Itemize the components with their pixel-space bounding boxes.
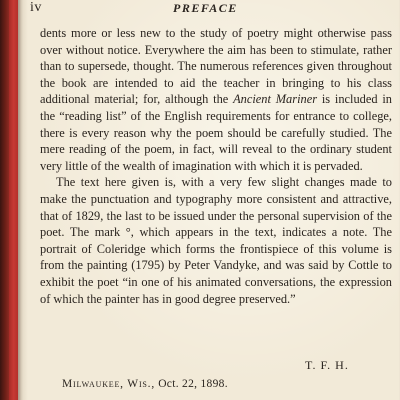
paragraph-1 bbox=[40, 25, 392, 174]
dateline bbox=[62, 378, 228, 390]
running-head: PREFACE bbox=[173, 1, 238, 15]
page-number: iv bbox=[30, 0, 42, 15]
dateline-place: Milwaukee, Wis., bbox=[62, 378, 156, 390]
binding-shadow bbox=[0, 0, 9, 400]
paragraph-2: The text here given is, with a very few slight changes made to make the punctuation and typography more consistent and attractive, that of 1829, the last to be issued under the personal supervision of the poet. The mark °, which appears in the text, indicates a note. The portrait of Coleridge which forms the frontispiece of this volume is from the painting (1795) by Peter Vandyke, and was said by Cottle to exhibit the poet “in one of his animated conversations, the expression of which the painter has in good degree preserved.” bbox=[40, 175, 392, 306]
red-cloth-edge bbox=[9, 0, 18, 400]
paper-page bbox=[18, 0, 400, 400]
paragraph-1-text-b: is included in the “reading list” of the English requirements for entrance to college, there is every reason why the poem should be carefully studied. The mere reading of the poem, in fact, will reveal to the ordinary student very little of the wealth of imagination with which it is pervaded. bbox=[40, 92, 392, 173]
body-text bbox=[40, 25, 392, 307]
author-initials: T. F. H. bbox=[305, 358, 349, 372]
dateline-date: Oct. 22, 1898. bbox=[158, 378, 228, 390]
work-title: Ancient Mariner bbox=[233, 92, 318, 107]
page-header bbox=[18, 0, 400, 18]
paragraph-1-text-a: dents more or less new to the study of poetry might otherwise pass over without notice. Everywhere the aim has been to stimulate, rather than to supersede, thought. The numerous references given throughout the book are intended to aid the teacher in bringing to his class additional material; for, although the bbox=[40, 26, 392, 107]
